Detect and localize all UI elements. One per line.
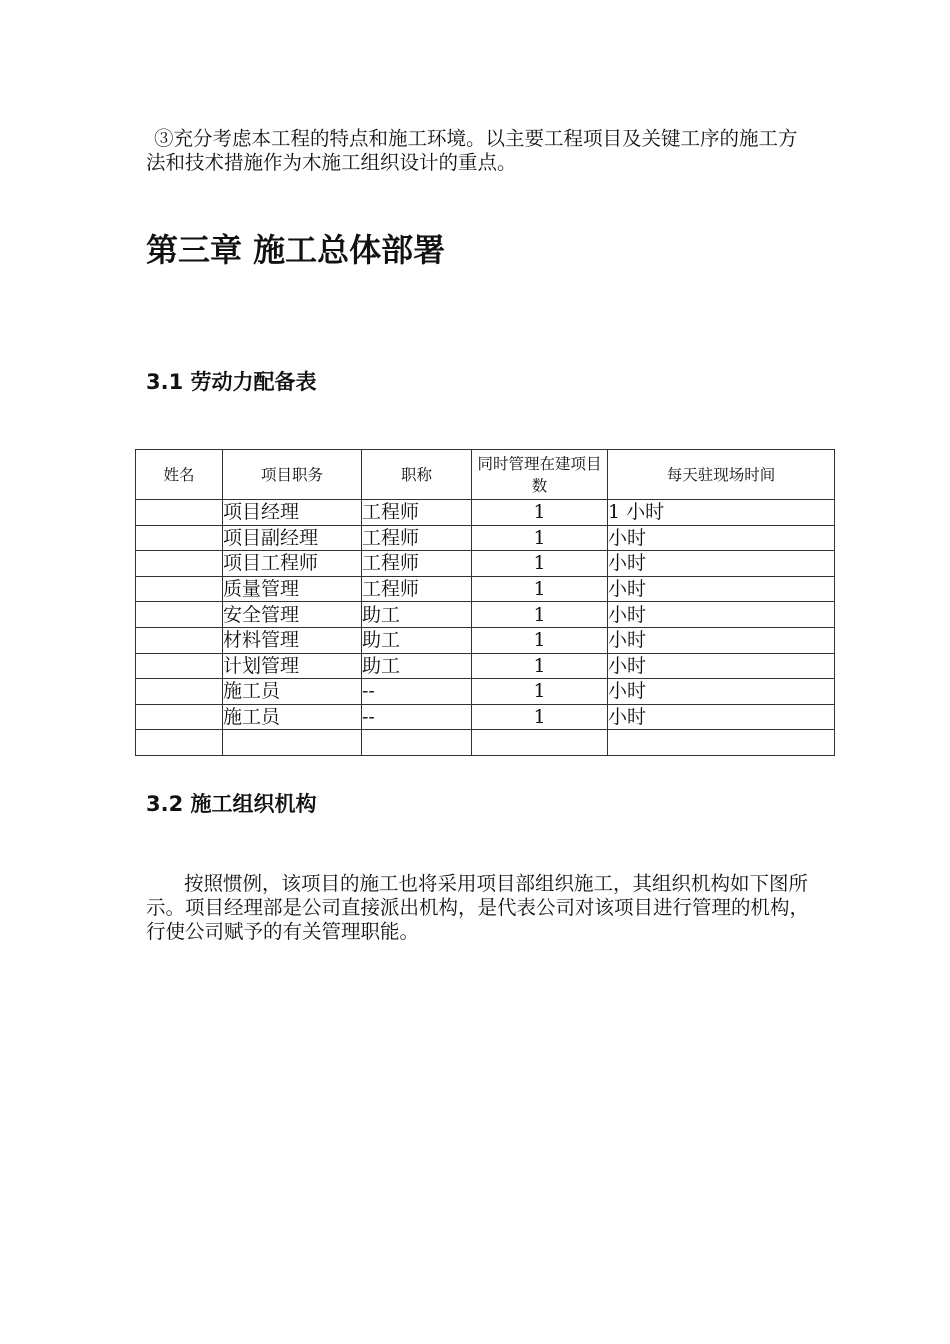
cell-onsite-hours: 1 小时 <box>608 500 835 526</box>
cell-name <box>136 730 223 756</box>
cell-onsite-hours: 小时 <box>608 679 835 705</box>
cell-project-count <box>472 730 608 756</box>
cell-title <box>362 730 472 756</box>
cell-role: 质量管理 <box>223 576 362 602</box>
table-header-row <box>136 450 835 500</box>
table-row <box>136 500 835 526</box>
cell-name <box>136 627 223 653</box>
cell-project-count: 1 <box>472 653 608 679</box>
cell-title: 工程师 <box>362 525 472 551</box>
cell-onsite-hours: 小时 <box>608 602 835 628</box>
cell-project-count: 1 <box>472 679 608 705</box>
cell-project-count: 1 <box>472 525 608 551</box>
cell-role: 材料管理 <box>223 627 362 653</box>
chapter-title: 第三章 施工总体部署 <box>146 231 446 269</box>
cell-name <box>136 525 223 551</box>
cell-project-count: 1 <box>472 576 608 602</box>
cell-title: 助工 <box>362 627 472 653</box>
cell-role: 项目副经理 <box>223 525 362 551</box>
cell-name <box>136 576 223 602</box>
intro-paragraph: ③充分考虑本工程的特点和施工环境。以主要工程项目及关键工序的施工方法和技术措施作为木施工组织设计的重点。 <box>146 127 798 174</box>
organization-paragraph: 按照惯例，该项目的施工也将采用项目部组织施工，其组织机构如下图所示。项目经理部是公司直接派出机构，是代表公司对该项目进行管理的机构，行使公司赋予的有关管理职能。 <box>146 872 810 943</box>
header-role: 项目职务 <box>223 450 362 500</box>
cell-onsite-hours: 小时 <box>608 576 835 602</box>
header-project-count: 同时管理在建项目数 <box>472 450 608 500</box>
cell-project-count: 1 <box>472 627 608 653</box>
cell-title: 工程师 <box>362 551 472 577</box>
table-row <box>136 704 835 730</box>
cell-name <box>136 704 223 730</box>
cell-title: 工程师 <box>362 576 472 602</box>
table-row <box>136 551 835 577</box>
table-row <box>136 525 835 551</box>
cell-name <box>136 602 223 628</box>
cell-title: -- <box>362 704 472 730</box>
cell-role: 安全管理 <box>223 602 362 628</box>
cell-project-count: 1 <box>472 704 608 730</box>
cell-title: 工程师 <box>362 500 472 526</box>
cell-role: 施工员 <box>223 679 362 705</box>
cell-project-count: 1 <box>472 602 608 628</box>
cell-title: -- <box>362 679 472 705</box>
cell-onsite-hours: 小时 <box>608 525 835 551</box>
table-row <box>136 627 835 653</box>
cell-role: 施工员 <box>223 704 362 730</box>
cell-project-count: 1 <box>472 500 608 526</box>
table-row <box>136 679 835 705</box>
cell-onsite-hours <box>608 730 835 756</box>
section-title-labor: 3.1 劳动力配备表 <box>146 370 317 394</box>
section-title-organization: 3.2 施工组织机构 <box>146 792 317 816</box>
labor-allocation-table <box>135 449 835 756</box>
cell-onsite-hours: 小时 <box>608 704 835 730</box>
table-row <box>136 730 835 756</box>
cell-project-count: 1 <box>472 551 608 577</box>
cell-name <box>136 653 223 679</box>
cell-name <box>136 679 223 705</box>
cell-name <box>136 500 223 526</box>
table-row <box>136 576 835 602</box>
header-name: 姓名 <box>136 450 223 500</box>
cell-role: 计划管理 <box>223 653 362 679</box>
table-row <box>136 602 835 628</box>
cell-title: 助工 <box>362 653 472 679</box>
cell-role <box>223 730 362 756</box>
cell-onsite-hours: 小时 <box>608 653 835 679</box>
cell-onsite-hours: 小时 <box>608 551 835 577</box>
cell-role: 项目工程师 <box>223 551 362 577</box>
cell-role: 项目经理 <box>223 500 362 526</box>
cell-onsite-hours: 小时 <box>608 627 835 653</box>
cell-name <box>136 551 223 577</box>
table-row <box>136 653 835 679</box>
header-title: 职称 <box>362 450 472 500</box>
header-onsite-hours: 每天驻现场时间 <box>608 450 835 500</box>
cell-title: 助工 <box>362 602 472 628</box>
